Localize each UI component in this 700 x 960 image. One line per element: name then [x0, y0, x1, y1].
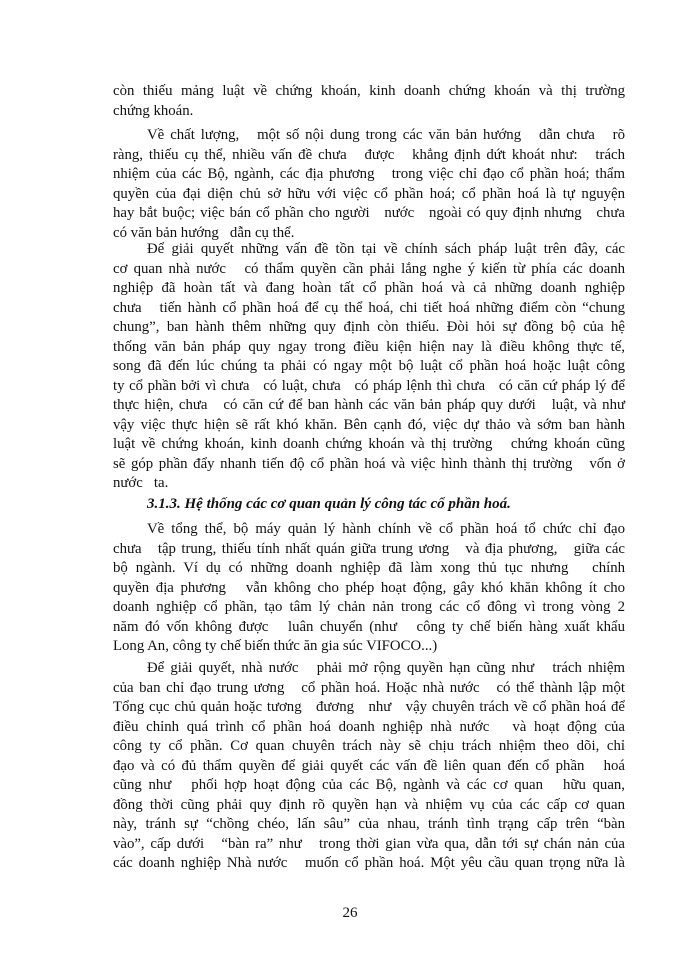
text-line: song đã đến lúc chúng ta phải có ngay một bộ luật cổ phần hoá hoặc luật công — [113, 358, 625, 374]
text-line: chưa tập trung, thiếu tính nhất quán giữa trung ương và địa phương, giữa các — [113, 540, 625, 557]
text-line: chung”, ban hành thêm những quy định còn thiếu. Đòi hỏi sự đồng bộ của hệ — [113, 319, 625, 335]
text-line: Về chất lượng, một số nội dung trong các văn bản hướng dẫn chưa rõ — [147, 127, 625, 143]
text-line: cơ quan nhà nước có thẩm quyền cần phải lắng nghe ý kiến từ phía các doanh — [113, 260, 625, 277]
text-line: nghiệp đã hoàn tất và đang hoàn tất cổ phần hoá và cả những doanh nghiệp — [113, 280, 625, 296]
text-line: ràng, thiếu cụ thể, nhiều vấn đề chưa được khẳng định dứt khoát như: trách — [113, 146, 625, 163]
text-line: ty cổ phần bởi vì chưa có luật, chưa có pháp lệnh thì chưa có căn cứ pháp lý để — [113, 377, 625, 394]
paragraph — [113, 240, 625, 494]
text-line: Tổng cục chủ quản hoặc tương đương như vậy chuyên trách về cổ phần hoá để — [113, 699, 625, 715]
paragraph — [113, 82, 625, 121]
text-line: hay bắt buộc; việc bán cổ phần cho người nước ngoài có quy định nhưng chưa — [113, 205, 625, 221]
text-line: nhiệm của các Bộ, ngành, các địa phương trong việc chỉ đạo cổ phần hoá; thẩm — [113, 166, 625, 182]
text-line: của ban chỉ đạo trung ương cổ phần hoá. Hoặc nhà nước có thể thành lập một — [113, 679, 625, 696]
text-line: sẽ góp phần đẩy nhanh tiến độ cổ phần hoá và việc hình thành thị trường vốn ở — [113, 455, 625, 472]
text-line: các doanh nghiệp Nhà nước muốn cổ phần hoá. Một yêu cầu quan trọng nữa là — [113, 855, 625, 871]
text-line: luật về chứng khoán, kinh doanh chứng khoán và thị trường chứng khoán cũng — [113, 436, 625, 452]
text-line: doanh nghiệp cổ phần, tạo tâm lý chản nản trong các cổ đông vì trong vòng 2 — [113, 599, 625, 615]
text-line: cũng như phối hợp hoạt động của các Bộ, ngành và các cơ quan hữu quan, — [113, 777, 625, 793]
text-line: Để giải quyết, nhà nước phải mở rộng quyền hạn cũng như trách nhiệm — [147, 660, 625, 676]
paragraph — [113, 126, 625, 243]
text-line: chứng khoán. — [113, 102, 194, 119]
paragraph — [113, 520, 625, 657]
paragraph — [113, 659, 625, 874]
text-line: thực hiện, chưa có căn cứ để ban hành các văn bản pháp quy dưới luật, và như — [113, 397, 625, 413]
text-line: năm đó vốn không được luân chuyển (như công ty chế biến hàng xuất khẩu — [113, 618, 625, 635]
page-number: 26 — [342, 905, 358, 921]
text-line: có văn bản hướng dẫn cụ thể. — [113, 224, 295, 241]
text-line: bộ ngành. Ví dụ có những doanh nghiệp đã làm xong thủ tục nhưng chính — [113, 560, 625, 576]
text-line: chưa tiến hành cổ phần hoá để cụ thể hoá, chi tiết hoá những điểm còn “chung — [113, 299, 625, 316]
text-line: quyền của đại diện chủ sở hữu với việc cổ phần hoá; cổ phần hoá là tự nguyện — [113, 185, 625, 202]
text-line: còn thiếu mảng luật về chứng khoán, kinh doanh chứng khoán và thị trường — [113, 83, 625, 99]
text-line: công ty cổ phần. Cơ quan chuyên trách này sẽ chịu trách nhiệm theo dõi, chỉ — [113, 738, 625, 754]
text-line: đồng thời cũng phải quy định rõ quyền hạn và nhiệm vụ của các cấp cơ quan — [113, 796, 625, 813]
text-line: đạo và có đủ thẩm quyền để giải quyết các vấn đề liên quan đến cổ phần hoá — [113, 757, 625, 774]
text-line: Long An, công ty chế biến thức ăn gia súc VIFOCO...) — [113, 638, 438, 654]
section-heading: 3.1.3. Hệ thống các cơ quan quản lý công tác cổ phần hoá. — [147, 496, 511, 512]
text-line: vào”, cấp dưới “bàn ra” như trong thời gian vừa qua, dẫn tới sự chán nản của — [113, 835, 625, 852]
text-line: Về tổng thể, bộ máy quản lý hành chính về cổ phần hoá tổ chức chỉ đạo — [147, 521, 625, 537]
text-line: nước ta. — [113, 475, 169, 491]
text-line: này, tránh sự “chồng chéo, lấn sâu” của nhau, tránh tình trạng cấp trên “bàn — [113, 816, 625, 832]
text-line: điều chỉnh quá trình cổ phần hoá doanh nghiệp nhà nước và hoạt động của — [113, 718, 625, 735]
text-line: quyền địa phương vẫn không cho phép hoạt động, gây khó khăn không ít cho — [113, 579, 625, 596]
text-line: Để giải quyết những vấn đề tồn tại về chính sách pháp luật trên đây, các — [147, 241, 625, 257]
text-line: thống văn bản pháp quy ngay trong điều kiện hiện nay là điều không thực tế, — [113, 338, 625, 355]
text-line: vậy việc thực hiện sẽ rất khó khăn. Bên cạnh đó, việc dự thảo và sớm ban hành — [113, 416, 625, 433]
